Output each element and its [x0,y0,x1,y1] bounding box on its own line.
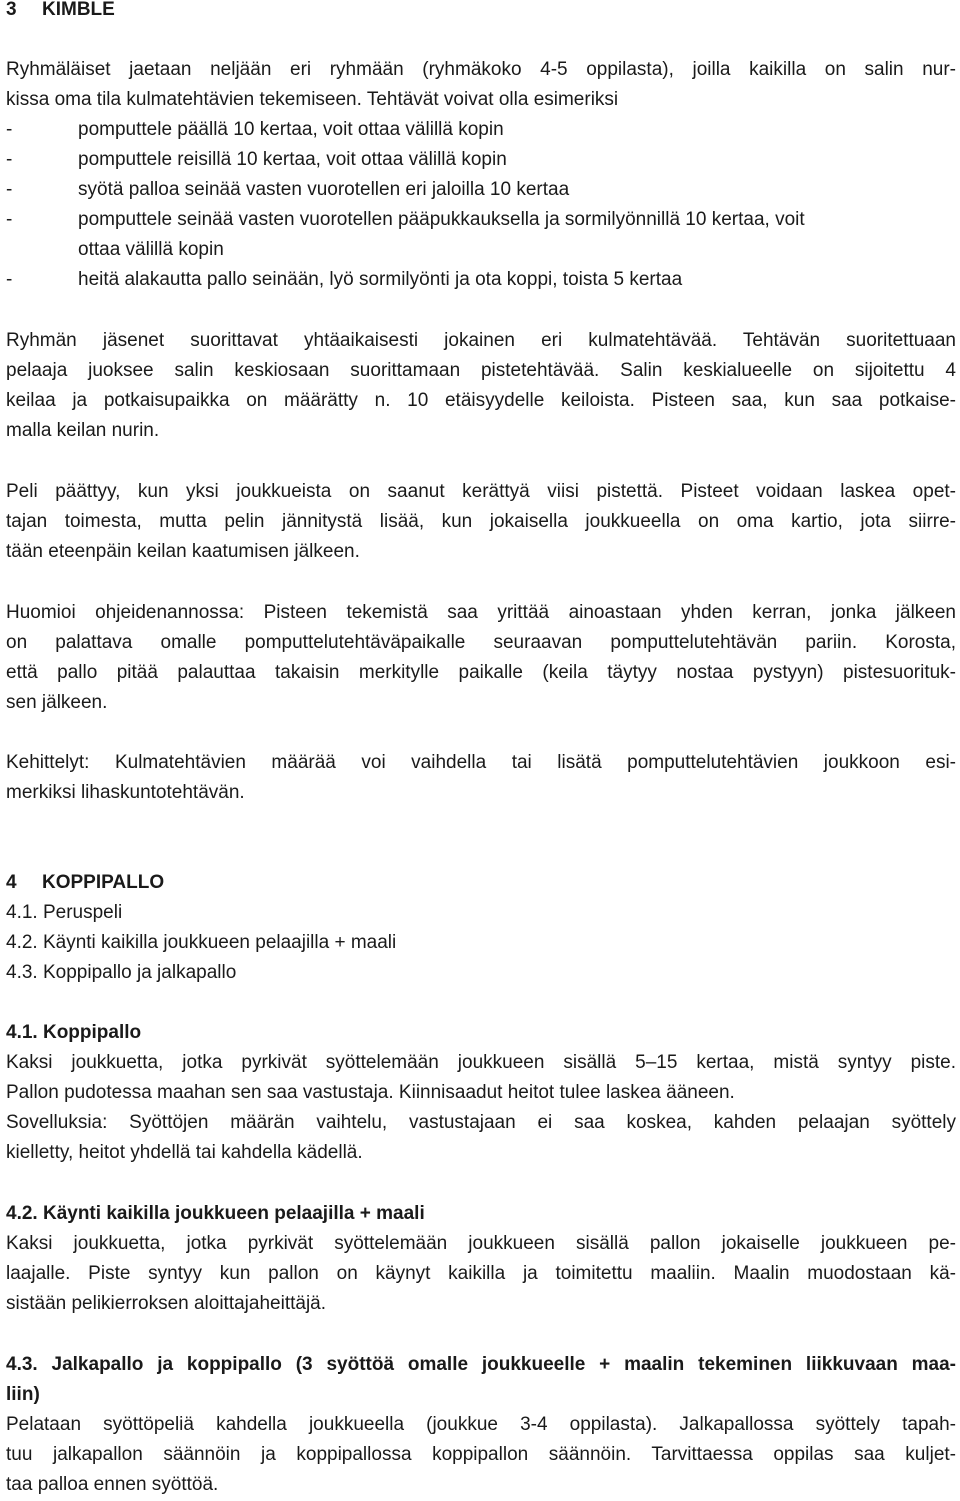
subsection-heading: 4.2. Käynti kaikilla joukkueen pelaajilla + maali [6,1203,425,1224]
paragraph-line: merkiksi lihaskuntotehtävän. [6,782,245,803]
paragraph-line: Ryhmäläiset jaetaan neljään eri ryhmään (ryhmäkoko 4-5 oppilasta), joilla kaikilla on salin nur- [6,59,956,80]
paragraph-line: Kaksi joukkuetta, jotka pyrkivät syöttelemään joukkueen sisällä 5–15 kertaa, mistä syntyy piste. [6,1052,956,1073]
paragraph-line: sistään pelikierroksen aloittajaheittäjä. [6,1293,327,1314]
toc-item: 4.1. Peruspeli [6,902,123,923]
paragraph-line: tuu jalkapallon säännöin ja koppipallossa koppipallon säännöin. Tarvittaessa oppilas saa kuljet- [6,1444,956,1465]
paragraph-line: että pallo pitää palauttaa takaisin merkitylle paikalle (keila täytyy nostaa pystyyn) pistesuorituk- [6,662,956,683]
paragraph-line: keilaa ja potkaisupaikka on määrätty n. 10 etäisyydelle keiloista. Pisteen saa, kun saa potkaise- [6,390,956,411]
paragraph-line: tään eteenpäin keilan kaatumisen jälkeen. [6,541,360,562]
section-number: 4 [6,872,17,893]
subsection-heading-continuation: liin) [6,1384,40,1405]
list-item: - pomputtele seinää vasten vuorotellen pääpukkauksella ja sormilyönnillä 10 kertaa, voit [6,205,805,235]
paragraph-line: Pelataan syöttöpeliä kahdella joukkueella (joukkue 3-4 oppilasta). Jalkapallossa syöttely tapah- [6,1414,956,1435]
toc-item: 4.3. Koppipallo ja jalkapallo [6,962,237,983]
paragraph-line: tajan toimesta, mutta pelin jännitystä lisää, kun jokaisella joukkueella on oma kartio, jota siirre- [6,511,956,532]
list-item-continuation: ottaa välillä kopin [78,239,224,260]
paragraph-line: sen jälkeen. [6,692,108,713]
subsection-heading: 4.3. Jalkapallo ja koppipallo (3 syöttöä omalle joukkueelle + maalin tekeminen liikkuvaan maa- [6,1354,956,1375]
paragraph-line: on palattava omalle pomputtelutehtäväpaikalle seuraavan pomputtelutehtävän pariin. Korosta, [6,632,956,653]
list-item: - heitä alakautta pallo seinään, lyö sormilyönti ja ota koppi, toista 5 kertaa [6,265,682,295]
paragraph-line: Kaksi joukkuetta, jotka pyrkivät syöttelemään joukkueen sisällä pallon jokaiselle joukkueen pe- [6,1233,956,1254]
list-marker: - [6,119,13,140]
section-title: KOPPIPALLO [42,872,165,893]
section-4-heading [6,868,164,898]
paragraph-line: Huomioi ohjeidenannossa: Pisteen tekemistä saa yrittää ainoastaan yhden kerran, jonka jälkeen [6,602,956,623]
list-marker: - [6,209,13,230]
paragraph-line: taa palloa ennen syöttöä. [6,1474,219,1495]
list-item: - pomputtele reisillä 10 kertaa, voit ottaa välillä kopin [6,145,507,175]
paragraph-line: Sovelluksia: Syöttöjen määrän vaihtelu, vastustajaan ei saa koskea, kahden pelaajan syöttely [6,1112,956,1133]
paragraph-line: pelaaja juoksee salin keskiosaan suorittamaan pistetehtävää. Salin keskialueelle on sijoitettu 4 [6,360,956,381]
subsection-heading: 4.1. Koppipallo [6,1022,142,1043]
list-marker: - [6,149,13,170]
paragraph-line: kielletty, heitot yhdellä tai kahdella kädellä. [6,1142,363,1163]
paragraph-line: malla keilan nurin. [6,420,160,441]
paragraph-line: kissa oma tila kulmatehtävien tekemiseen. Tehtävät voivat olla esimeriksi [6,89,619,110]
section-title: KIMBLE [42,0,115,20]
paragraph-line: Ryhmän jäsenet suorittavat yhtäaikaisesti jokainen eri kulmatehtävää. Tehtävän suoritettuaan [6,330,956,351]
paragraph-line: Kehittelyt: Kulmatehtävien määrää voi vaihdella tai lisätä pomputtelutehtävien joukkoon esi- [6,752,956,773]
section-3-heading [6,0,115,25]
paragraph-line: laajalle. Piste syntyy kun pallon on käynyt kaikilla ja toimitettu maaliin. Maalin muodostaan kä- [6,1263,956,1284]
list-item: - pomputtele päällä 10 kertaa, voit ottaa välillä kopin [6,115,504,145]
paragraph-line: Peli päättyy, kun yksi joukkueista on saanut kerättyä viisi pistettä. Pisteet voidaan laskea opet- [6,481,956,502]
list-marker: - [6,269,13,290]
list-item: - syötä palloa seinää vasten vuorotellen eri jaloilla 10 kertaa [6,175,569,205]
toc-item: 4.2. Käynti kaikilla joukkueen pelaajilla + maali [6,932,397,953]
list-marker: - [6,179,13,200]
paragraph-line: Pallon pudotessa maahan sen saa vastustaja. Kiinnisaadut heitot tulee laskea ääneen. [6,1082,735,1103]
section-number: 3 [6,0,17,20]
